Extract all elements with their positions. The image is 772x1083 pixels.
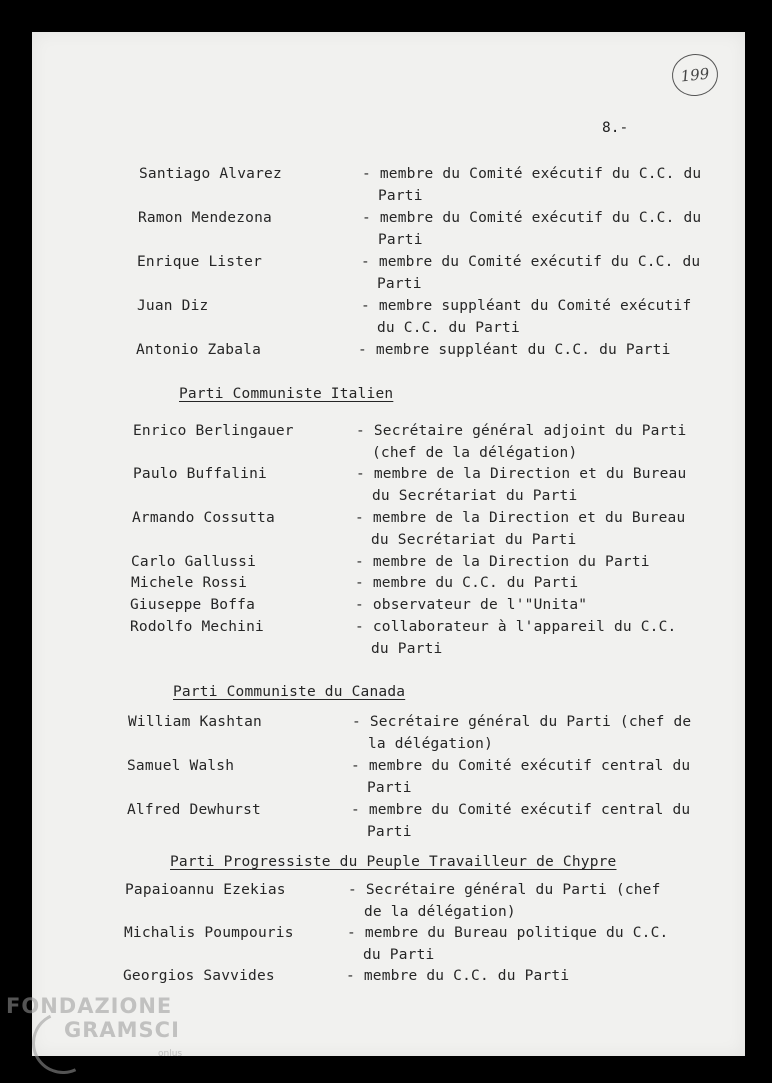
watermark-line-2: GRAMSCI — [64, 1018, 180, 1042]
delegate-role: - membre du Comité exécutif du C.C. du — [362, 210, 702, 226]
delegate-role: - membre du Bureau politique du C.C. — [347, 925, 669, 941]
delegate-name: Juan Diz — [137, 298, 209, 314]
delegate-name: Santiago Alvarez — [139, 166, 282, 182]
delegate-role: - observateur de l'"Unita" — [355, 597, 588, 613]
delegate-role: - membre du C.C. du Parti — [346, 968, 570, 984]
delegate-role: - membre suppléant du C.C. du Parti — [358, 342, 671, 358]
delegate-role: - membre du C.C. du Parti — [355, 575, 579, 591]
page-number: 8.- — [602, 120, 629, 136]
delegate-role: du Parti — [363, 947, 435, 963]
section-heading: Parti Communiste Italien — [179, 386, 394, 402]
delegate-name: Giuseppe Boffa — [130, 597, 256, 613]
fondazione-gramsci-watermark — [6, 994, 206, 1074]
delegate-role: Parti — [367, 780, 412, 796]
delegate-role: - membre de la Direction et du Bureau — [356, 466, 687, 482]
delegate-role: de la délégation) — [364, 904, 516, 920]
delegate-name: Michalis Poumpouris — [124, 925, 294, 941]
archive-page-stamp: 199 — [670, 52, 720, 99]
section-heading: Parti Communiste du Canada — [173, 684, 406, 700]
delegate-name: Samuel Walsh — [127, 758, 235, 774]
delegate-role: du Secrétariat du Parti — [371, 532, 577, 548]
delegate-role: - membre de la Direction du Parti — [355, 554, 650, 570]
watermark-line-3: onlus — [158, 1049, 183, 1059]
delegate-role: - membre du Comité exécutif du C.C. du — [362, 166, 702, 182]
delegate-role: la délégation) — [368, 736, 494, 752]
delegate-role: - Secrétaire général du Parti (chef — [348, 882, 661, 898]
delegate-name: Antonio Zabala — [136, 342, 262, 358]
watermark-line-1: FONDAZIONE — [6, 994, 173, 1018]
delegate-role: du Secrétariat du Parti — [372, 488, 578, 504]
delegate-name: William Kashtan — [128, 714, 262, 730]
delegate-role: - membre de la Direction et du Bureau — [355, 510, 686, 526]
delegate-name: Armando Cossutta — [132, 510, 275, 526]
delegate-role: Parti — [377, 276, 422, 292]
delegate-name: Papaioannu Ezekias — [125, 882, 286, 898]
delegate-name: Rodolfo Mechini — [130, 619, 264, 635]
delegate-role: - Secrétaire général du Parti (chef de — [352, 714, 692, 730]
delegate-name: Georgios Savvides — [123, 968, 275, 984]
delegate-name: Michele Rossi — [131, 575, 248, 591]
delegate-role: Parti — [378, 232, 423, 248]
delegate-role: Parti — [378, 188, 423, 204]
delegate-name: Enrico Berlingauer — [133, 423, 294, 439]
delegate-name: Ramon Mendezona — [138, 210, 272, 226]
delegate-role: - membre du Comité exécutif central du — [351, 758, 691, 774]
delegate-role: - collaborateur à l'appareil du C.C. — [355, 619, 677, 635]
delegate-role: (chef de la délégation) — [372, 445, 578, 461]
delegate-role: du Parti — [371, 641, 443, 657]
delegate-name: Carlo Gallussi — [131, 554, 257, 570]
delegate-name: Paulo Buffalini — [133, 466, 267, 482]
delegate-name: Enrique Lister — [137, 254, 263, 270]
delegate-role: Parti — [367, 824, 412, 840]
delegate-role: - membre du Comité exécutif du C.C. du — [361, 254, 701, 270]
delegate-role: du C.C. du Parti — [377, 320, 520, 336]
delegate-role: - Secrétaire général adjoint du Parti — [356, 423, 687, 439]
section-heading: Parti Progressiste du Peuple Travailleur de Chypre — [170, 854, 617, 870]
delegate-name: Alfred Dewhurst — [127, 802, 261, 818]
delegate-role: - membre du Comité exécutif central du — [351, 802, 691, 818]
delegate-role: - membre suppléant du Comité exécutif — [361, 298, 692, 314]
